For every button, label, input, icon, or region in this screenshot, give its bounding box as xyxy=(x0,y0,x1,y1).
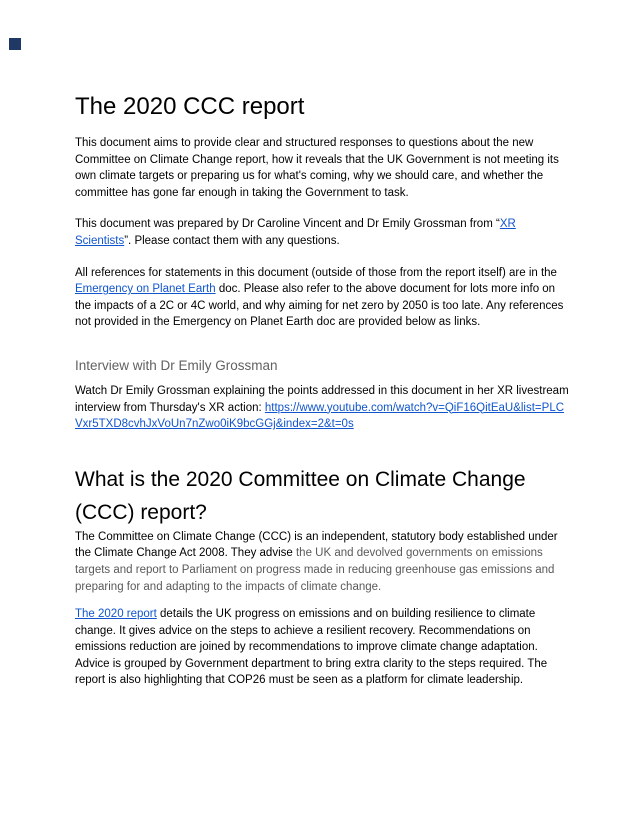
text-segment: All references for statements in this document (outside of those from the report itself) are in the xyxy=(75,266,557,279)
text-segment: This document was prepared by Dr Caroline Vincent and Dr Emily Grossman from “ xyxy=(75,218,500,231)
interview-heading: Interview with Dr Emily Grossman xyxy=(75,357,278,373)
references-paragraph xyxy=(75,265,569,331)
xr-scientists-link[interactable]: XR Scientists xyxy=(75,218,516,247)
interview-paragraph xyxy=(75,383,569,433)
text-segment: doc. Please also refer to the above document for lots more info on the impacts of a 2C or 4C world, and why aiming for net zero by 2050 is too late. Any references not provided in the Emergency on Planet Earth doc are provided below as links. xyxy=(75,283,564,329)
ccc-report-heading: What is the 2020 Committee on Climate Change (CCC) report? xyxy=(75,467,526,524)
the-2020-report-link[interactable]: The 2020 report xyxy=(75,608,157,621)
page-corner-mark xyxy=(9,38,21,50)
emergency-on-planet-earth-link[interactable]: Emergency on Planet Earth xyxy=(75,283,216,296)
report-details-paragraph xyxy=(75,606,569,689)
ccc-description-paragraph xyxy=(75,529,569,595)
intro-paragraph xyxy=(75,135,569,201)
youtube-interview-link[interactable]: https://www.youtube.com/watch?v=QiF16QitEaU&list=PLCVxr5TXD8cvhJxVoUn7nZwo0iK9bcGGj&index=2&t=0s xyxy=(75,401,565,431)
muted-text-segment: the UK and devolved governments on emissions targets and report to Parliament on progress made in reducing greenhouse gas emissions and preparing for and adapting to the impacts of climate change. xyxy=(75,547,555,593)
text-segment: ”. Please contact them with any questions. xyxy=(124,234,340,247)
text-segment: This document aims to provide clear and structured responses to questions about the new Committee on Climate Change report, how it reveals that the UK Government is not meeting its own climate targets or preparing us for what's coming, why we should care, and whether the committee has gone far enough in taking the Government to task. xyxy=(75,137,559,199)
prepared-by-paragraph xyxy=(75,216,569,249)
text-segment: The Committee on Climate Change (CCC) is an independent, statutory body established under the Climate Change Act 2008. They advise xyxy=(75,530,558,560)
text-segment: details the UK progress on emissions and on building resilience to climate change. It gives advice on the steps to achieve a resilient recovery. Recommendations on emissions reduction are joined by recommendations to improve climate change adaptation. Advice is grouped by Government department to bring extra clarity to the steps required. The report is also highlighting that COP26 must be seen as a platform for climate leadership. xyxy=(75,608,548,687)
document-title: The 2020 CCC report xyxy=(75,93,305,120)
text-segment: Watch Dr Emily Grossman explaining the points addressed in this document in her XR livestream interview from Thursday's XR action: xyxy=(75,384,569,414)
